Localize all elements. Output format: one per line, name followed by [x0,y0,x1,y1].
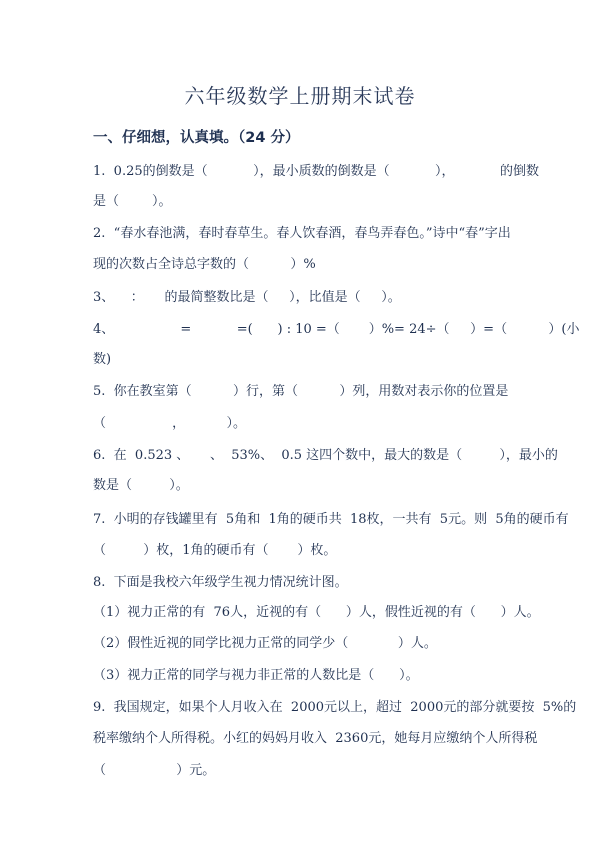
page-title: 六年级数学上册期末试卷 [184,84,416,108]
question-2-line-1: 2. “春水春池满，春时春草生。春人饮春酒，春鸟弄春色。”诗中“春”字出 [93,226,511,241]
question-5-line-2: （ ， ）。 [93,416,246,431]
question-2-line-2: 现的次数占全诗总字数的（ ）% [93,257,316,272]
question-8-part-2: （2）假性近视的同学比视力正常的同学少（ ）人。 [93,636,437,651]
question-6-line-2: 数是（ ）。 [93,478,189,493]
question-9-line-2: 税率缴纳个人所得税。小红的妈妈月收入 2360元，她每月应缴纳个人所得税 [93,731,538,746]
question-9-line-1: 9. 我国规定，如果个人月收入在 2000元以上，超过 2000元的部分就要按 5%的 [93,700,577,715]
question-6-line-1: 6. 在 0.523 、 、 53%、 0.5 这四个数中，最大的数是（ ），最小的 [93,448,558,463]
question-9-line-3: （ ）元。 [93,763,216,778]
question-1-line-2: 是（ ）。 [93,194,172,209]
question-8-part-1: （1）视力正常的有 76人，近视的有（ ）人，假性近视的有（ ）人。 [93,605,540,620]
question-8-line: 8. 下面是我校六年级学生视力情况统计图。 [93,575,348,590]
question-5-line-1: 5. 你在教室第（ ）行，第（ ）列，用数对表示你的位置是 [93,384,509,399]
section-heading: 一、仔细想，认真填。（24 分） [93,130,300,146]
question-7-line-2: （ ）枚，1角的硬币有（ ）枚。 [93,543,337,558]
question-7-line-1: 7. 小明的存钱罐里有 5角和 1角的硬币共 18枚，一共有 5元。则 5角的硬币有 [93,512,569,527]
question-4-line-1: 4、 = =( ) : 10 =（ ）%= 24÷（ ）=（ ）(小 [93,322,580,337]
question-3-line: 3、 ： 的最简整数比是（ ），比值是（ ）。 [93,290,401,305]
question-8-part-3: （3）视力正常的同学与视力非正常的人数比是（ ）。 [93,668,419,683]
question-4-line-2: 数) [93,352,112,367]
question-1-line-1: 1. 0.25的倒数是（ ），最小质数的倒数是（ ）， 的倒数 [93,164,539,179]
